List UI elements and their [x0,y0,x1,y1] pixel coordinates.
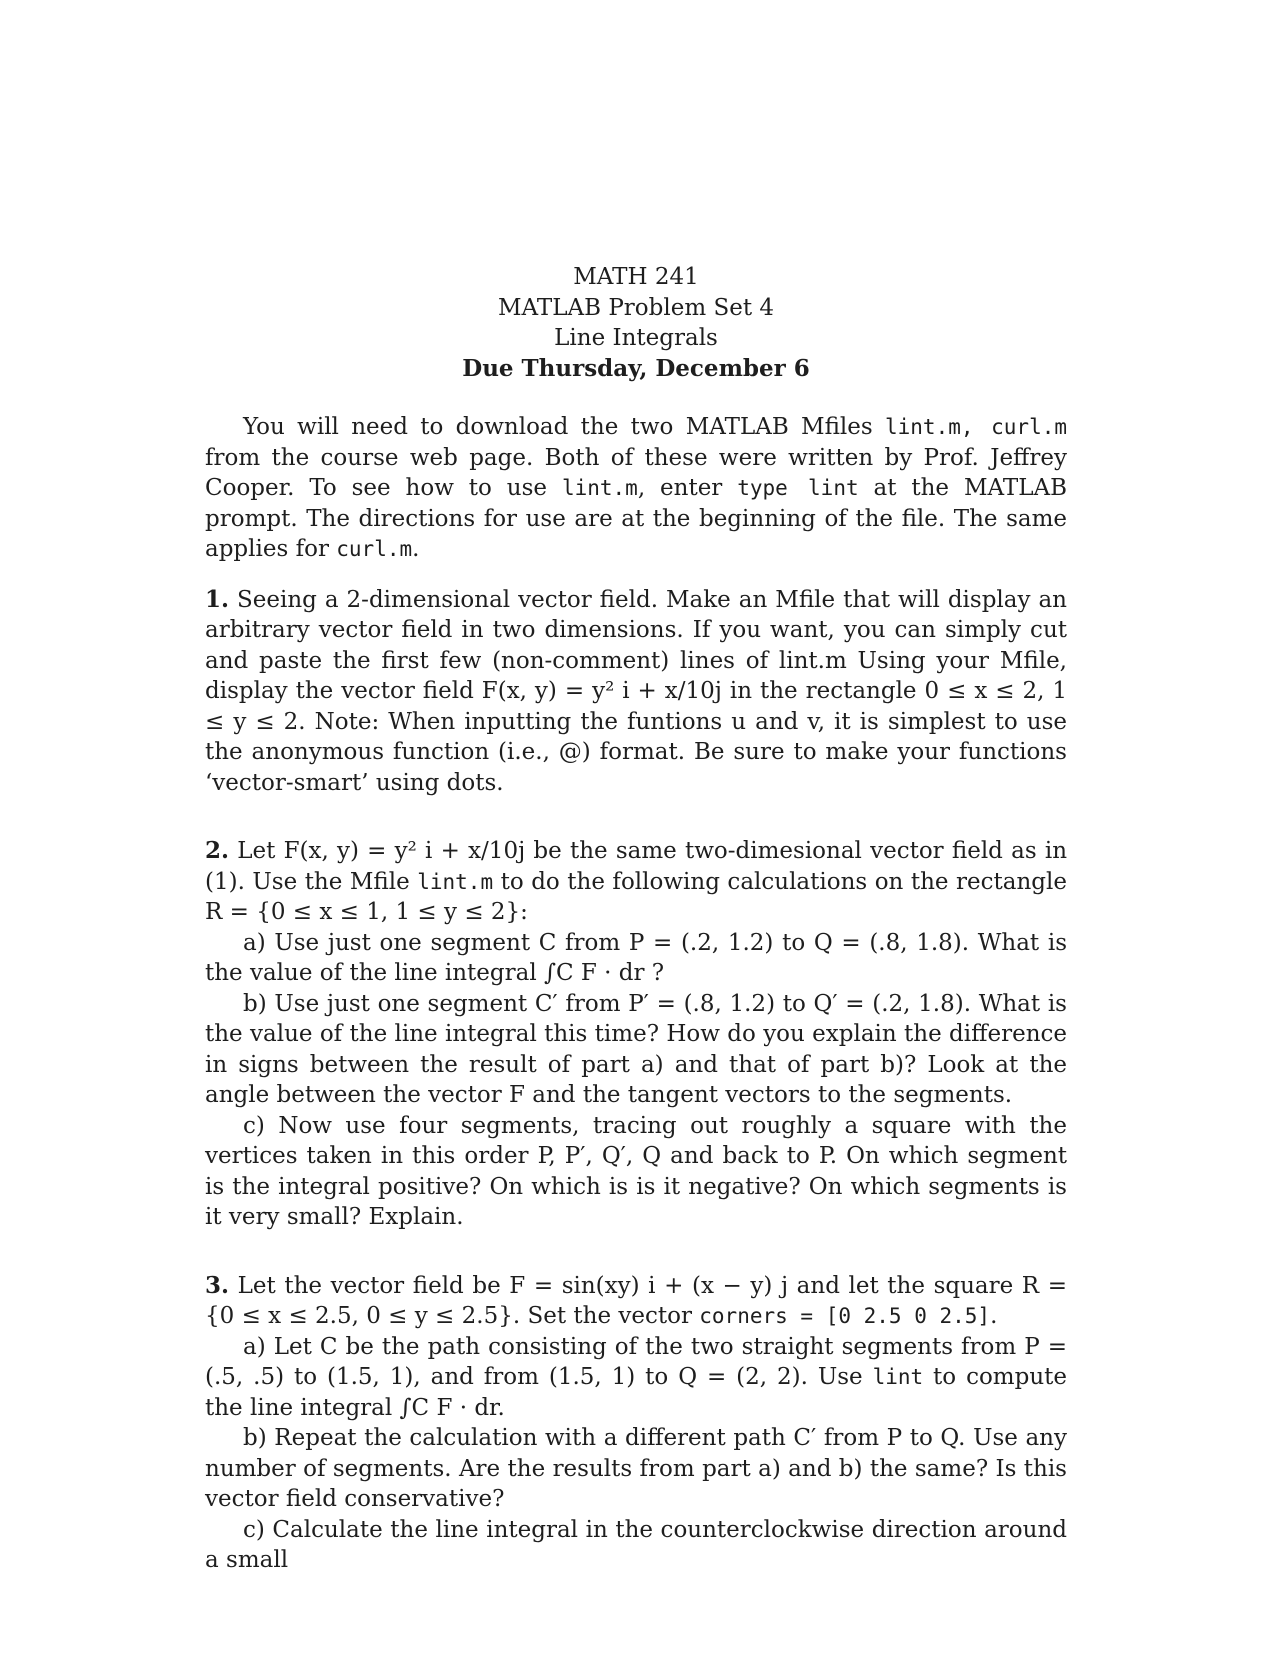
problem-2-statement [205,836,1067,928]
intro-text-1: You will need to download the two MATLAB Mfiles [243,414,885,440]
problem-3-part-a-text-2: to compute the line integral ∫C F · dr. [205,1364,1067,1421]
problem-2-text-1: Let F(x, y) = y² i + x/10j be the same two-dimesional vector field as in (1). Use the Mfile [205,838,1068,895]
problem-2-part-a: a) Use just one segment C from P = (.2, 1.2) to Q = (.8, 1.8). What is the value of the line integral ∫C F · dr ? [205,929,1067,986]
problem-3-code-corners: corners = [0 2.5 0 2.5] [699,1304,991,1328]
problem-3-text-1: Let the vector field be F = sin(xy) i + (x − y) j and let the square R = {0 ≤ x ≤ 2.5, 0 ≤ y ≤ 2.5}. Set the vector [205,1272,1067,1329]
problem-2-part-b: b) Use just one segment C′ from P′ = (.8, 1.2) to Q′ = (.2, 1.8). What is the value of the line integral this time? How do you explain the difference in signs between the result of part a) and that of part b)? Look at the angle between the vector F and the tangent vectors to the segments. [205,990,1067,1108]
intro-code-type-lint: type lint [737,476,859,500]
problem-3-part-a [205,1332,1067,1424]
problem-3-part-c: c) Calculate the line integral in the counterclockwise direction around a small [205,1516,1067,1573]
problem-3 [205,1271,1067,1576]
problem-2-number: 2. [205,837,230,864]
problem-3-code-lint: lint [872,1365,924,1389]
problem-2-code-lint: lint.m [417,869,494,894]
problem-set-title: MATLAB Problem Set 4 [497,294,775,321]
problem-3-number: 3. [205,1271,230,1299]
intro-code-files: lint.m, curl.m [885,415,1067,439]
problem-3-part-a-text-1: a) Let C be the path consisting of the two straight segments from P = (.5, .5) to (1.5, 1), and from (1.5, 1) to Q = (2, 2). Use [205,1333,1067,1390]
due-date: Due Thursday, December 6 [462,354,810,382]
course-title: MATH 241 [573,264,699,290]
problem-1 [205,585,1067,799]
problem-1-text: Seeing a 2-dimensional vector field. Make an Mfile that will display an arbitrary vector field in two dimensions. If you want, you can simply cut and paste the first few (non-comment) lines of lint.m Using your Mfile, display the vector field F(x, y) = y² i + x/10j in the rectangle 0 ≤ x ≤ 2, 1 ≤ y ≤ 2. Note: When inputting the funtions u and v, it is simplest to use the anonymous function (i.e., @) format. Be sure to make your functions ‘vector-smart’ using dots. [205,586,1067,796]
topic-title: Line Integrals [554,325,718,351]
problem-3-part-b: b) Repeat the calculation with a different path C′ from P to Q. Use any number of segments. Are the results from part a) and b) the same? Is this vector field conservative? [205,1425,1067,1512]
intro-code-lint: lint.m [561,476,638,500]
problem-1-number: 1. [205,585,230,613]
document-page [205,262,1067,1576]
intro-text-3: , enter [637,475,738,501]
intro-text-5: . [412,536,420,562]
intro-text-2: from the course web page. Both of these were written by Prof. Jeffrey Cooper. To see how to use [205,444,1067,501]
problem-2 [205,836,1067,1233]
intro-paragraph [205,412,1067,565]
intro-code-curl: curl.m [336,537,413,561]
problem-2-text-2: to do the following calculations on the rectangle R = {0 ≤ x ≤ 1, 1 ≤ y ≤ 2}: [205,868,1067,925]
title-block [205,262,1067,384]
problem-3-text-2: . [990,1303,998,1329]
problem-2-part-c: c) Now use four segments, tracing out roughly a square with the vertices taken in this order P, P′, Q′, Q and back to P. On which segment is the integral positive? On which is is it negative? On which segments is it very small? Explain. [205,1112,1067,1230]
intro-text-4: at the MATLAB prompt. The directions for use are at the beginning of the file. The same applies for [205,475,1067,562]
problem-3-statement [205,1271,1067,1332]
